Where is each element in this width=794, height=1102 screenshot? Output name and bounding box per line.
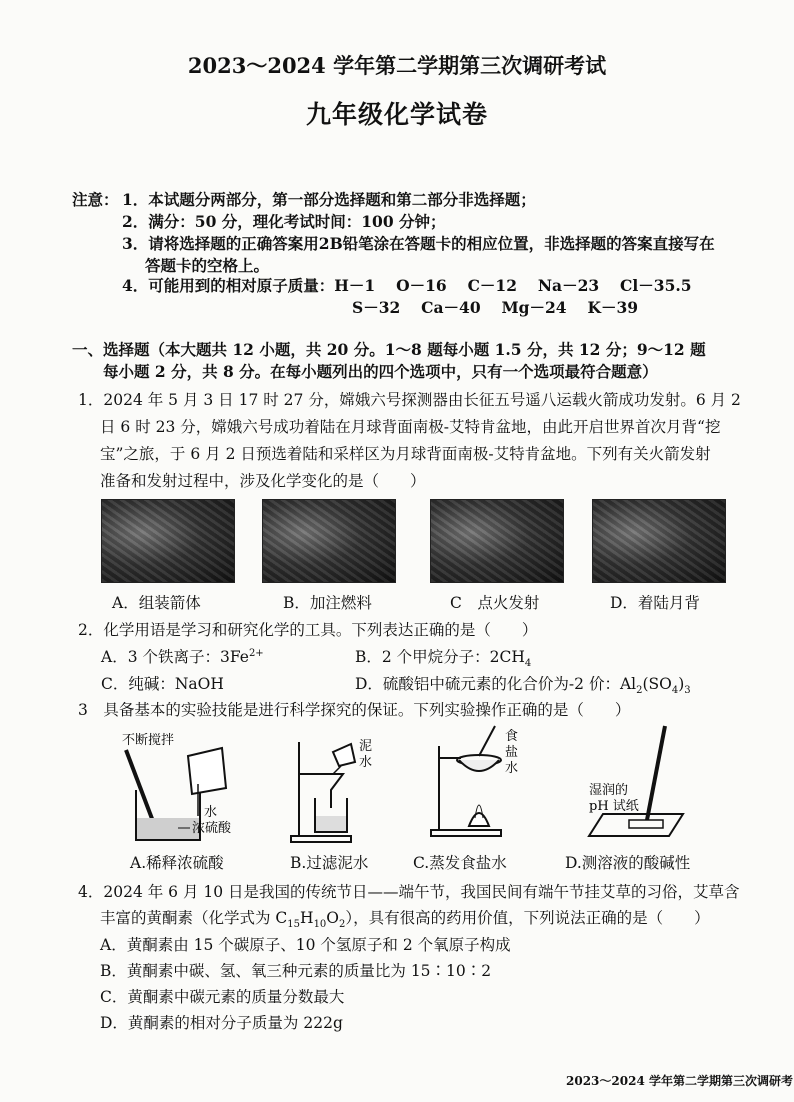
exam-title: 2023～2024 学年第二学期第三次调研考试 xyxy=(187,53,607,78)
note-3a: 3．请将选择题的正确答案用2B铅笔涂在答题卡的相应位置，非选择题的答案直接写在 xyxy=(122,234,715,253)
q3-stem: 3 具备基本的实验技能是进行科学探究的保证。下列实验操作正确的是（ ） xyxy=(78,701,631,719)
q4-option-d: D．黄酮素的相对分子质量为 222g xyxy=(100,1014,343,1032)
q2-option-c: C．纯碱：NaOH xyxy=(101,675,224,693)
q2-stem: 2．化学用语是学习和研究化学的工具。下列表达正确的是（ ） xyxy=(78,621,538,639)
q3-figure-filtration xyxy=(283,728,383,846)
q3-figure-ph-test xyxy=(585,722,695,846)
q2-option-d: D．硫酸铝中硫元素的化合价为-2 价：$Al_2(SO_4)_3$ xyxy=(355,675,691,697)
fig-d-label-1: 湿润的 xyxy=(589,783,629,798)
q4-option-b: B．黄酮素中碳、氢、氧三种元素的质量比为 15∶10∶2 xyxy=(100,962,492,980)
q1-line1: 1．2024 年 5 月 3 日 17 时 27 分，嫦娥六号探测器由长征五号遥八运载火箭成功发射。6 月 2 xyxy=(78,391,741,409)
notes-label: 注意： xyxy=(72,190,119,209)
q1-line4: 准备和发射过程中，涉及化学变化的是（ ） xyxy=(100,472,426,490)
q3-option-a: A.稀释浓硫酸 xyxy=(130,854,224,872)
fig-d-label-2: pH 试纸 xyxy=(589,799,639,814)
fig-c-label-3: 水 xyxy=(505,761,519,776)
q1-option-d: D．着陆月背 xyxy=(610,594,700,612)
page-footer: 2023～2024 学年第二学期第三次调研考 xyxy=(566,1074,793,1088)
q3-option-d: D.测溶液的酸碱性 xyxy=(565,854,691,872)
q3-option-b: B.过滤泥水 xyxy=(290,854,369,872)
fig-c-label-2: 盐 xyxy=(505,745,519,760)
q1-photo-landing xyxy=(592,499,726,583)
fig-c-label-1: 食 xyxy=(505,729,519,744)
q1-photo-launch xyxy=(430,499,564,583)
q1-line2: 日 6 时 23 分，嫦娥六号成功着陆在月球背面南极-艾特肯盆地，由此开启世界首次月背“挖 xyxy=(100,418,721,436)
q3-option-c: C.蒸发食盐水 xyxy=(413,854,507,872)
q1-line3: 宝”之旅，于 6 月 2 日预选着陆和采样区为月球背面南极-艾特肯盆地。下列有关火箭发射 xyxy=(100,445,711,463)
note-4a: 4．可能用到的相对原子质量：H－1 O－16 C－12 Na－23 Cl－35.5 xyxy=(122,276,692,295)
note-2: 2．满分：50 分，理化考试时间：100 分钟； xyxy=(122,212,446,231)
fig-a-label-water: 水 xyxy=(204,805,218,820)
q2-option-b: B．2 个甲烷分子：$2CH_4$ xyxy=(355,648,532,670)
exam-subtitle: 九年级化学试卷 xyxy=(305,100,488,129)
q3-figure-dilute-acid xyxy=(118,728,243,846)
q1-option-c: C 点火发射 xyxy=(450,594,540,612)
fig-a-label-stir: 不断搅拌 xyxy=(122,733,175,748)
q4-line2: 丰富的黄酮素（化学式为 $C_{15}H_{10}O_2$），具有很高的药用价值，下列说法正确的是（ ） xyxy=(100,909,710,931)
q1-option-b: B．加注燃料 xyxy=(283,594,372,612)
q1-option-a: A．组装箭体 xyxy=(112,594,201,612)
q4-option-a: A．黄酮素由 15 个碳原子、10 个氢原子和 2 个氧原子构成 xyxy=(100,936,511,954)
q2-option-a: A．3 个铁离子：$3Fe^{2+}$ xyxy=(101,647,264,666)
q4-option-c: C．黄酮素中碳元素的质量分数最大 xyxy=(100,988,345,1006)
note-4b: S－32 Ca－40 Mg－24 K－39 xyxy=(352,298,639,317)
q3-figure-evaporation xyxy=(425,722,530,846)
note-3b: 答题卡的空格上。 xyxy=(145,256,270,275)
q1-photo-fueling xyxy=(262,499,396,583)
section1-line2: 每小题 2 分，共 8 分。在每小题列出的四个选项中，只有一个选项最符合题意） xyxy=(103,362,658,381)
fig-b-label-2: 水 xyxy=(359,755,373,770)
fig-b-label-1: 泥 xyxy=(359,739,373,754)
note-1: 1．本试题分两部分，第一部分选择题和第二部分非选择题； xyxy=(122,190,536,209)
section1-line1: 一、选择题（本大题共 12 小题，共 20 分。1～8 题每小题 1.5 分，共 12 分；9～12 题 xyxy=(72,340,706,359)
q4-line1: 4．2024 年 6 月 10 日是我国的传统节日——端午节，我国民间有端午节挂艾草的习俗，艾草含 xyxy=(78,883,740,901)
fig-a-label-acid: 浓硫酸 xyxy=(192,821,232,836)
q1-photo-assembly xyxy=(101,499,235,583)
